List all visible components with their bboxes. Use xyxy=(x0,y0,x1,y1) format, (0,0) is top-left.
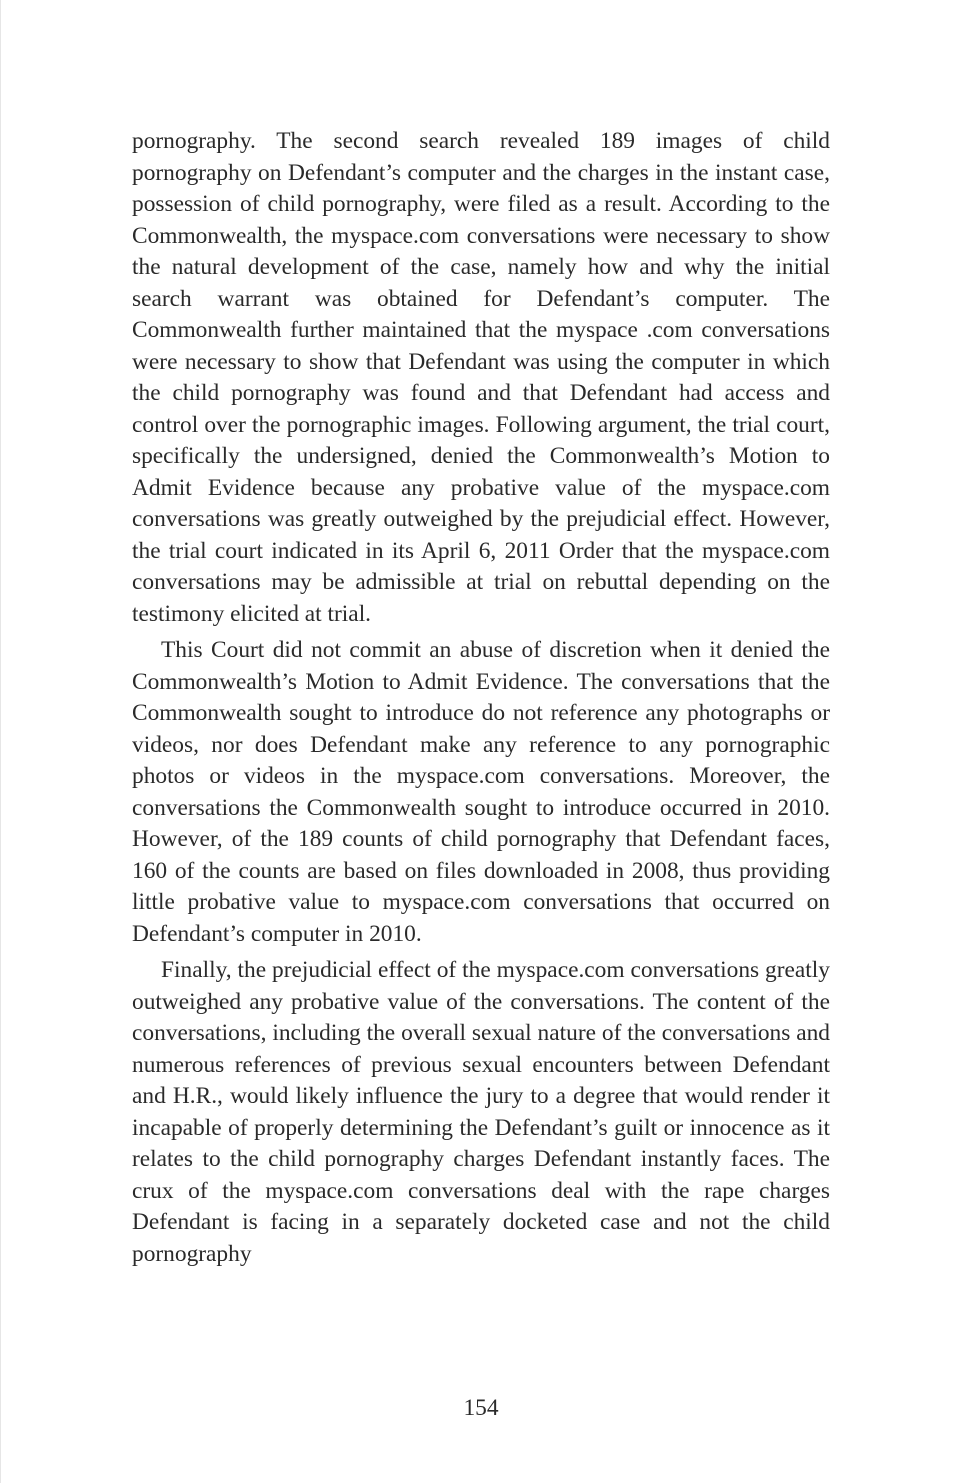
page-number: 154 xyxy=(463,1395,499,1421)
paragraph-1: pornography. The second search revealed 189 images of child pornography on Defendant’s computer and the charges in the instant case, possession of child pornography, were filed as a result. According to the Commonwealth, the myspace.com conversations were necessary to show the natural development of the case, namely how and why the initial search warrant was obtained for Defendant’s computer. The Commonwealth further maintained that the myspace .com conversations were necessary to show that Defendant was using the computer in which the child pornography was found and that Defendant had access and control over the pornographic images. Following argument, the trial court, specifically the undersigned, denied the Commonwealth’s Motion to Admit Evidence because any probative value of the myspace.com conversations was greatly outweighed by the prejudicial effect. However, the trial court indicated in its April 6, 2011 Order that the myspace.com conversations may be admissible at trial on rebuttal depending on the testimony elicited at trial. xyxy=(132,128,830,627)
page-body xyxy=(132,126,830,1270)
paragraph-3: Finally, the prejudicial effect of the myspace.com conversations greatly outweighed any probative value of the conversations. The content of the conversations, including the overall sexual nature of the conversations and numerous references of previous sexual encounters between Defendant and H.R., would likely influence the jury to a degree that would render it incapable of properly determining the Defendant’s guilt or innocence as it relates to the child pornography charges Defendant instantly faces. The crux of the myspace.com conversations deal with the rape charges Defendant is facing in a separately docketed case and not the child pornography xyxy=(132,957,830,1267)
paragraph-2: This Court did not commit an abuse of discretion when it denied the Commonwealth’s Motion to Admit Evidence. The conversations that the Commonwealth sought to introduce do not reference any photographs or videos, nor does Defendant make any reference to any pornographic photos or videos in the myspace.com conversations. Moreover, the conversations the Commonwealth sought to introduce occurred in 2010. However, of the 189 counts of child pornography that Defendant faces, 160 of the counts are based on files downloaded in 2008, thus providing little probative value to myspace.com conversations that occurred on Defendant’s computer in 2010. xyxy=(132,637,830,947)
